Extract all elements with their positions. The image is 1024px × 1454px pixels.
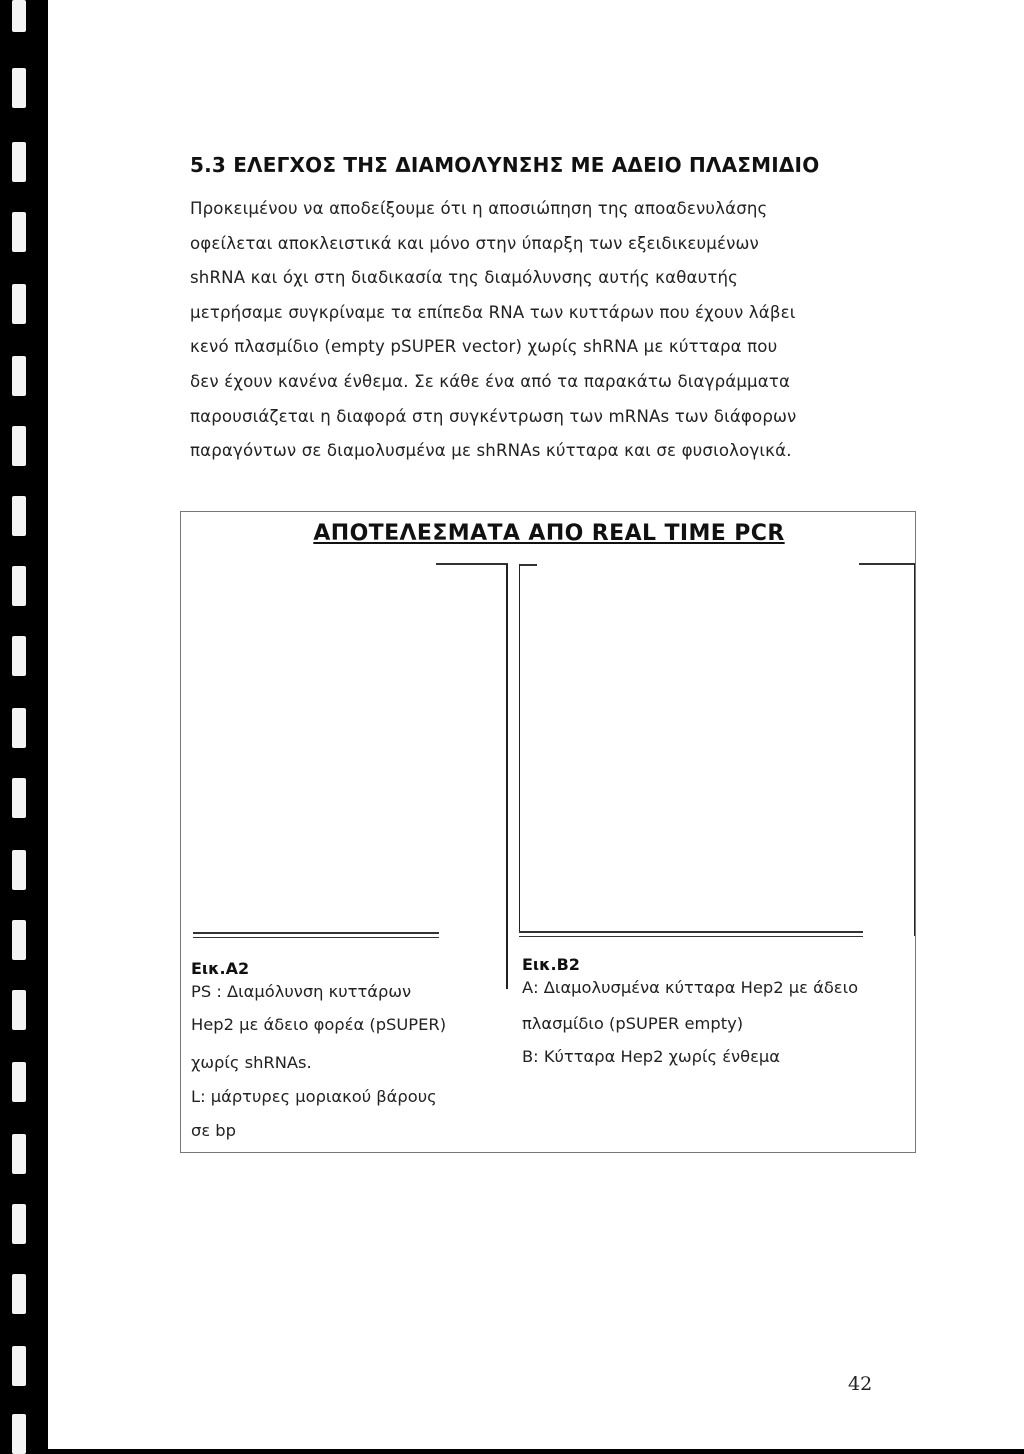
figure-frame-line (914, 564, 915, 936)
film-perforation (12, 496, 26, 536)
figure-a-caption-line: χωρίς shRNAs. (191, 1053, 312, 1072)
figure-b-caption-line: Α: Διαμολυσμένα κύτταρα Hep2 με άδειο (522, 978, 859, 997)
paragraph-line: παραγόντων σε διαμολυσμένα με shRNAs κύτταρα και σε φυσιολογικά. (190, 441, 792, 461)
paragraph-line: δεν έχουν κανένα ένθεμα. Σε κάθε ένα από τα παρακάτω διαγράμματα (190, 371, 791, 391)
figure-frame-line (193, 937, 439, 938)
film-perforation (12, 1134, 26, 1174)
figure-frame-line (859, 563, 915, 565)
figure-frame-line (506, 564, 508, 989)
film-perforation (12, 284, 26, 324)
figure-frame-line (519, 565, 520, 932)
paragraph-line: Προκειμένου να αποδείξουμε ότι η αποσιώπηση της αποαδενυλάσης (190, 199, 768, 218)
film-perforation (12, 1414, 26, 1454)
figure-frame-line (193, 932, 439, 934)
intro-paragraph (190, 192, 890, 469)
film-perforation (12, 1062, 26, 1102)
paragraph-line: κενό πλασμίδιο (empty pSUPER vector) χωρίς shRNA με κύτταρα που (190, 337, 778, 357)
film-perforation (12, 566, 26, 606)
film-perforation (12, 0, 26, 32)
film-perforation (12, 1274, 26, 1314)
film-perforation (12, 426, 26, 466)
figure-a-caption-line: PS : Διαμόλυνση κυττάρων (191, 982, 412, 1001)
film-perforation (12, 68, 26, 108)
film-perforation (12, 1204, 26, 1244)
figure-frame-line (519, 931, 863, 933)
film-perforation (12, 1346, 26, 1386)
film-perforation (12, 142, 26, 182)
paragraph-line: παρουσιάζεται η διαφορά στη συγκέντρωση των mRNAs των διάφορων (190, 406, 797, 426)
figure-b-caption-line: Β: Κύτταρα Hep2 χωρίς ένθεμα (522, 1047, 780, 1066)
film-perforation (12, 356, 26, 396)
film-perforation (12, 212, 26, 252)
results-title: ΑΠΟΤΕΛΕΣΜΑΤΑ ΑΠΟ REAL TIME PCR (313, 521, 785, 546)
figure-a-caption-line: Hep2 με άδειο φορέα (pSUPER) (191, 1015, 447, 1034)
section-heading: 5.3 ΕΛΕΓΧΟΣ ΤΗΣ ΔΙΑΜΟΛΥΝΣΗΣ ΜΕ ΑΔΕΙΟ ΠΛΑΣΜΙΔΙΟ (190, 153, 820, 177)
figure-b-title: Εικ.Β2 (522, 955, 580, 974)
figure-a-caption-line: σε bp (191, 1121, 236, 1140)
figure-b-caption-line: πλασμίδιο (pSUPER empty) (522, 1014, 744, 1033)
figure-frame-line (519, 564, 537, 566)
paragraph-line: shRNA και όχι στη διαδικασία της διαμόλυνσης αυτής καθαυτής (190, 268, 739, 288)
document-page (48, 0, 1024, 1449)
figure-frame-line (436, 563, 508, 565)
film-perforation (12, 850, 26, 890)
film-perforation (12, 778, 26, 818)
film-perforation (12, 990, 26, 1030)
film-perforation (12, 708, 26, 748)
film-perforation (12, 920, 26, 960)
page-number: 42 (848, 1373, 873, 1395)
figure-a-title: Εικ.Α2 (191, 959, 250, 978)
figure-a-caption-line: L: μάρτυρες μοριακού βάρους (191, 1087, 437, 1106)
figure-frame-line (519, 936, 863, 937)
results-figure-box (180, 511, 916, 1153)
paragraph-line: οφείλεται αποκλειστικά και μόνο στην ύπαρξη των εξειδικευμένων (190, 233, 759, 253)
film-perforation (12, 636, 26, 676)
paragraph-line: μετρήσαμε συγκρίναμε τα επίπεδα RNA των κυττάρων που έχουν λάβει (190, 302, 796, 322)
